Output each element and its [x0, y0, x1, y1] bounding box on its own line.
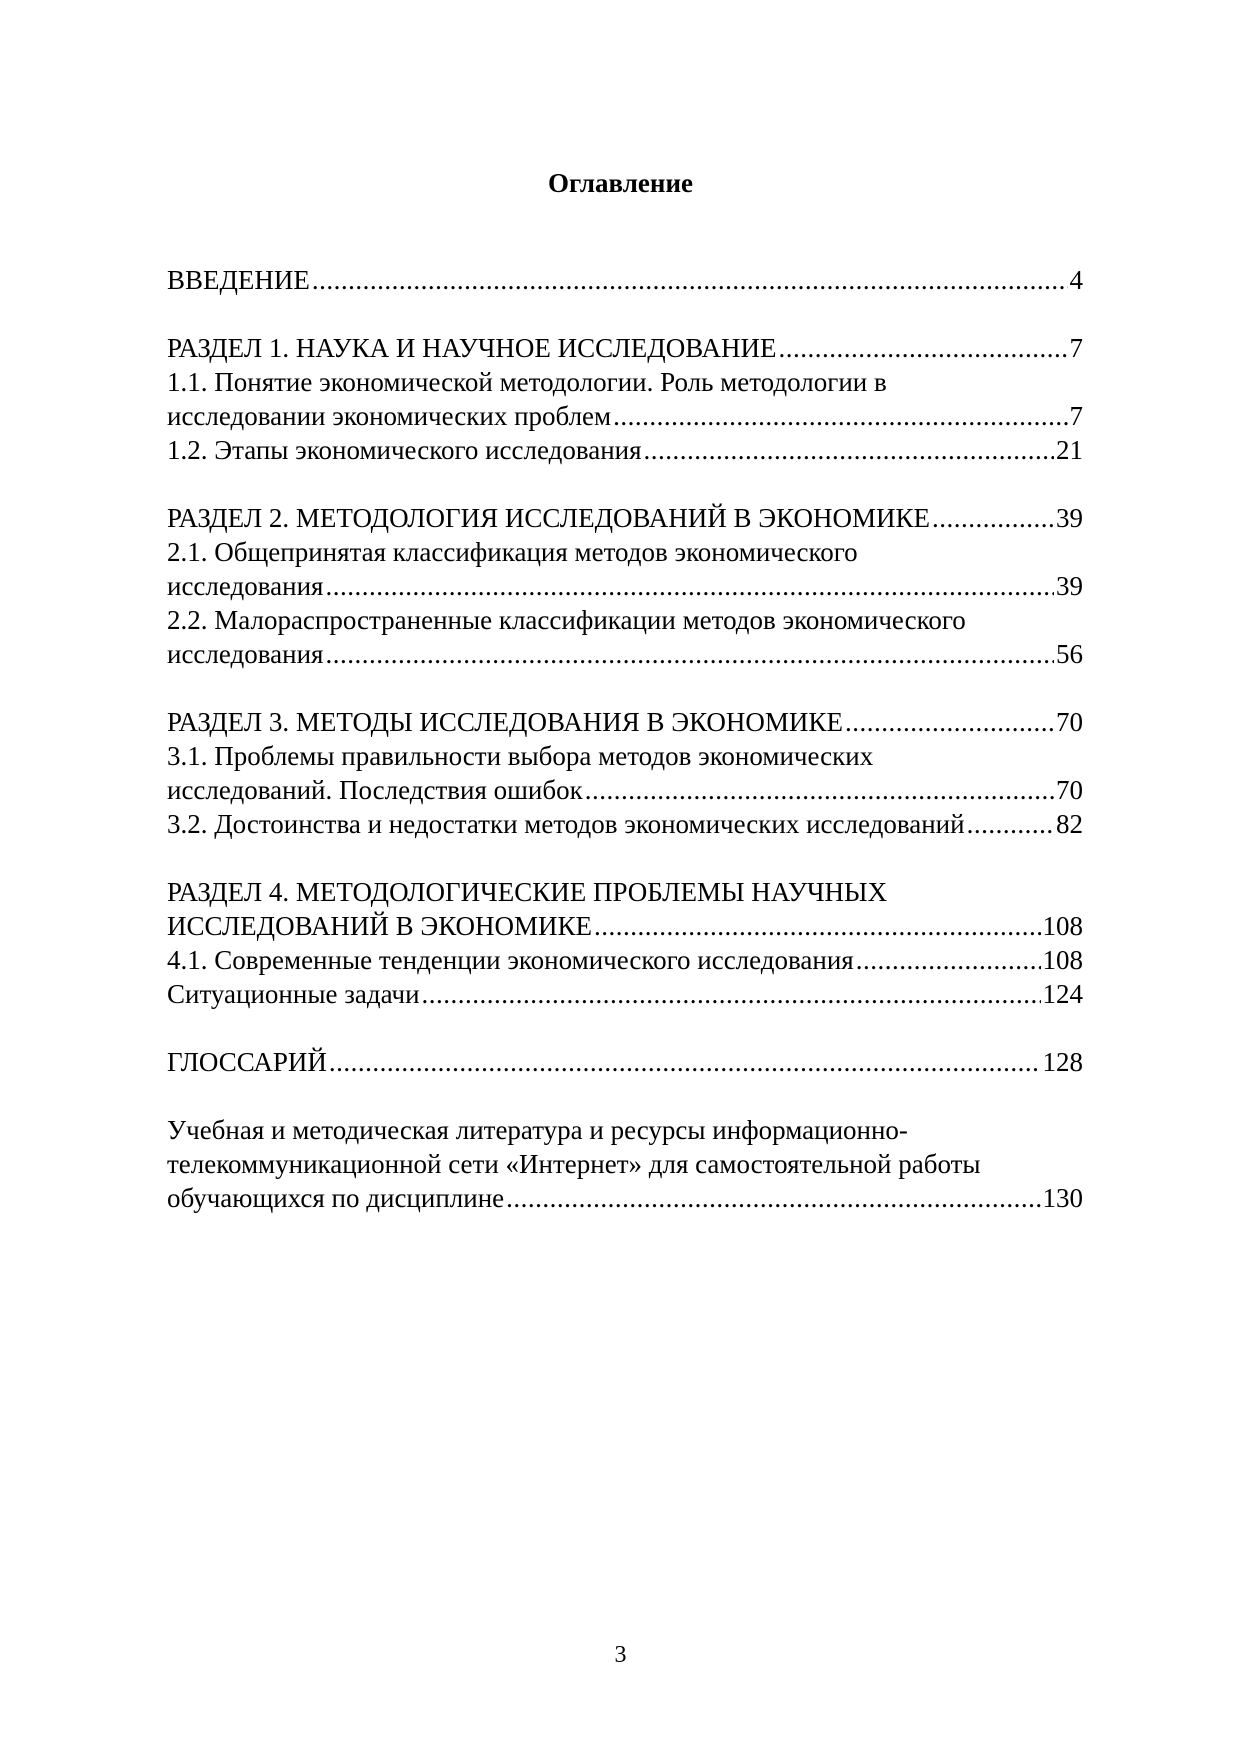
section-gap [167, 467, 1083, 501]
toc-entry-row [167, 977, 1083, 1011]
toc-entry-row [167, 263, 1083, 297]
toc-entry-row [167, 807, 1083, 841]
toc-entry-row [167, 433, 1083, 467]
toc-page-number: 108 [1042, 911, 1083, 941]
toc-page-number: 82 [1056, 809, 1083, 839]
section-gap [167, 1079, 1083, 1113]
toc-page-number: 7 [1069, 401, 1083, 431]
toc-entry [167, 977, 1083, 1011]
toc-page-number: 4 [1069, 265, 1083, 295]
toc-entry [167, 365, 1083, 433]
toc-entry [167, 603, 1083, 671]
toc-entry-row [167, 943, 1083, 977]
toc-entry-text: Учебная и методическая литература и ресурсы информационно- [167, 1115, 908, 1145]
toc-entry-row [167, 909, 1083, 943]
toc-entry-row [167, 1045, 1083, 1079]
toc-page-number: 108 [1042, 945, 1083, 975]
toc-entry [167, 875, 1083, 943]
toc-page-number: 39 [1056, 571, 1083, 601]
toc-entry-text: 1.2. Этапы экономического исследования [167, 435, 642, 465]
dot-leader [325, 569, 1054, 603]
toc-entry-row [167, 773, 1083, 807]
toc-entry-text: РАЗДЕЛ 3. МЕТОДЫ ИССЛЕДОВАНИЯ В ЭКОНОМИКЕ [167, 707, 843, 737]
dot-leader [967, 807, 1054, 841]
toc-entry-text: исследования [167, 571, 324, 601]
toc-page-number: 128 [1042, 1047, 1083, 1077]
section-gap [167, 671, 1083, 705]
toc-entry [167, 263, 1083, 297]
dot-leader [779, 331, 1068, 365]
section-gap [167, 841, 1083, 875]
dot-leader [932, 501, 1054, 535]
toc-entry-text: ВВЕДЕНИЕ [167, 265, 310, 295]
toc-entry-text: Ситуационные задачи [167, 979, 420, 1009]
dot-leader [613, 399, 1067, 433]
toc-entry-text: исследований. Последствия ошибок [167, 775, 583, 805]
dot-leader [585, 773, 1054, 807]
dot-leader [644, 433, 1054, 467]
toc-entry-text: 2.2. Малораспространенные классификации методов экономического [167, 605, 966, 635]
toc-entry-row [167, 569, 1083, 603]
toc-entry [167, 331, 1083, 365]
toc-entry-text: ГЛОССАРИЙ [167, 1047, 327, 1077]
toc-entry [167, 705, 1083, 739]
toc-entry [167, 501, 1083, 535]
toc-entry-text: ИССЛЕДОВАНИЙ В ЭКОНОМИКЕ [167, 911, 593, 941]
toc-entry-row [167, 331, 1083, 365]
toc-entry-text: РАЗДЕЛ 4. МЕТОДОЛОГИЧЕСКИЕ ПРОБЛЕМЫ НАУЧНЫХ [167, 877, 888, 907]
toc-entry-text: 2.1. Общепринятая классификация методов экономического [167, 537, 858, 567]
toc-entry-text: исследовании экономических проблем [167, 401, 612, 431]
toc-entry-text: телекоммуникационной сети «Интернет» для самостоятельной работы [167, 1149, 981, 1179]
dot-leader [312, 263, 1068, 297]
toc-page-number: 130 [1042, 1183, 1083, 1213]
toc-entry-row [167, 1181, 1083, 1215]
toc-entry-text: 4.1. Современные тенденции экономического исследования [167, 945, 854, 975]
toc-entry-text: 3.1. Проблемы правильности выбора методов экономических [167, 741, 874, 771]
toc-entry-text: 1.1. Понятие экономической методологии. Роль методологии в [167, 367, 887, 397]
toc-entry-text: исследования [167, 639, 324, 669]
dot-leader [506, 1181, 1040, 1215]
toc-entry-row [167, 501, 1083, 535]
toc-entry-row [167, 705, 1083, 739]
toc-entry [167, 1045, 1083, 1079]
dot-leader [422, 977, 1041, 1011]
page-number: 3 [614, 1642, 627, 1668]
toc-entry [167, 1113, 1083, 1215]
toc-entry-text: обучающихся по дисциплине [167, 1183, 505, 1213]
toc-page-number: 70 [1056, 707, 1083, 737]
toc-entry-text: РАЗДЕЛ 1. НАУКА И НАУЧНОЕ ИССЛЕДОВАНИЕ [167, 333, 777, 363]
page-title: Оглавление [548, 168, 693, 198]
dot-leader [594, 909, 1040, 943]
toc-page-number: 7 [1069, 333, 1083, 363]
dot-leader [856, 943, 1041, 977]
toc-page-number: 21 [1056, 435, 1083, 465]
dot-leader [325, 637, 1054, 671]
table-of-contents [167, 263, 1083, 1215]
toc-entry-text: РАЗДЕЛ 2. МЕТОДОЛОГИЯ ИССЛЕДОВАНИЙ В ЭКОНОМИКЕ [167, 503, 930, 533]
section-gap [167, 1011, 1083, 1045]
toc-page-number: 70 [1056, 775, 1083, 805]
toc-entry [167, 739, 1083, 807]
toc-entry [167, 535, 1083, 603]
toc-entry [167, 943, 1083, 977]
toc-entry-row [167, 399, 1083, 433]
toc-entry [167, 807, 1083, 841]
dot-leader [329, 1045, 1041, 1079]
section-gap [167, 297, 1083, 331]
dot-leader [845, 705, 1054, 739]
toc-entry [167, 433, 1083, 467]
toc-entry-text: 3.2. Достоинства и недостатки методов экономических исследований [167, 809, 965, 839]
toc-entry-row [167, 637, 1083, 671]
toc-page-number: 124 [1042, 979, 1083, 1009]
toc-page-number: 56 [1056, 639, 1083, 669]
toc-page-number: 39 [1056, 503, 1083, 533]
